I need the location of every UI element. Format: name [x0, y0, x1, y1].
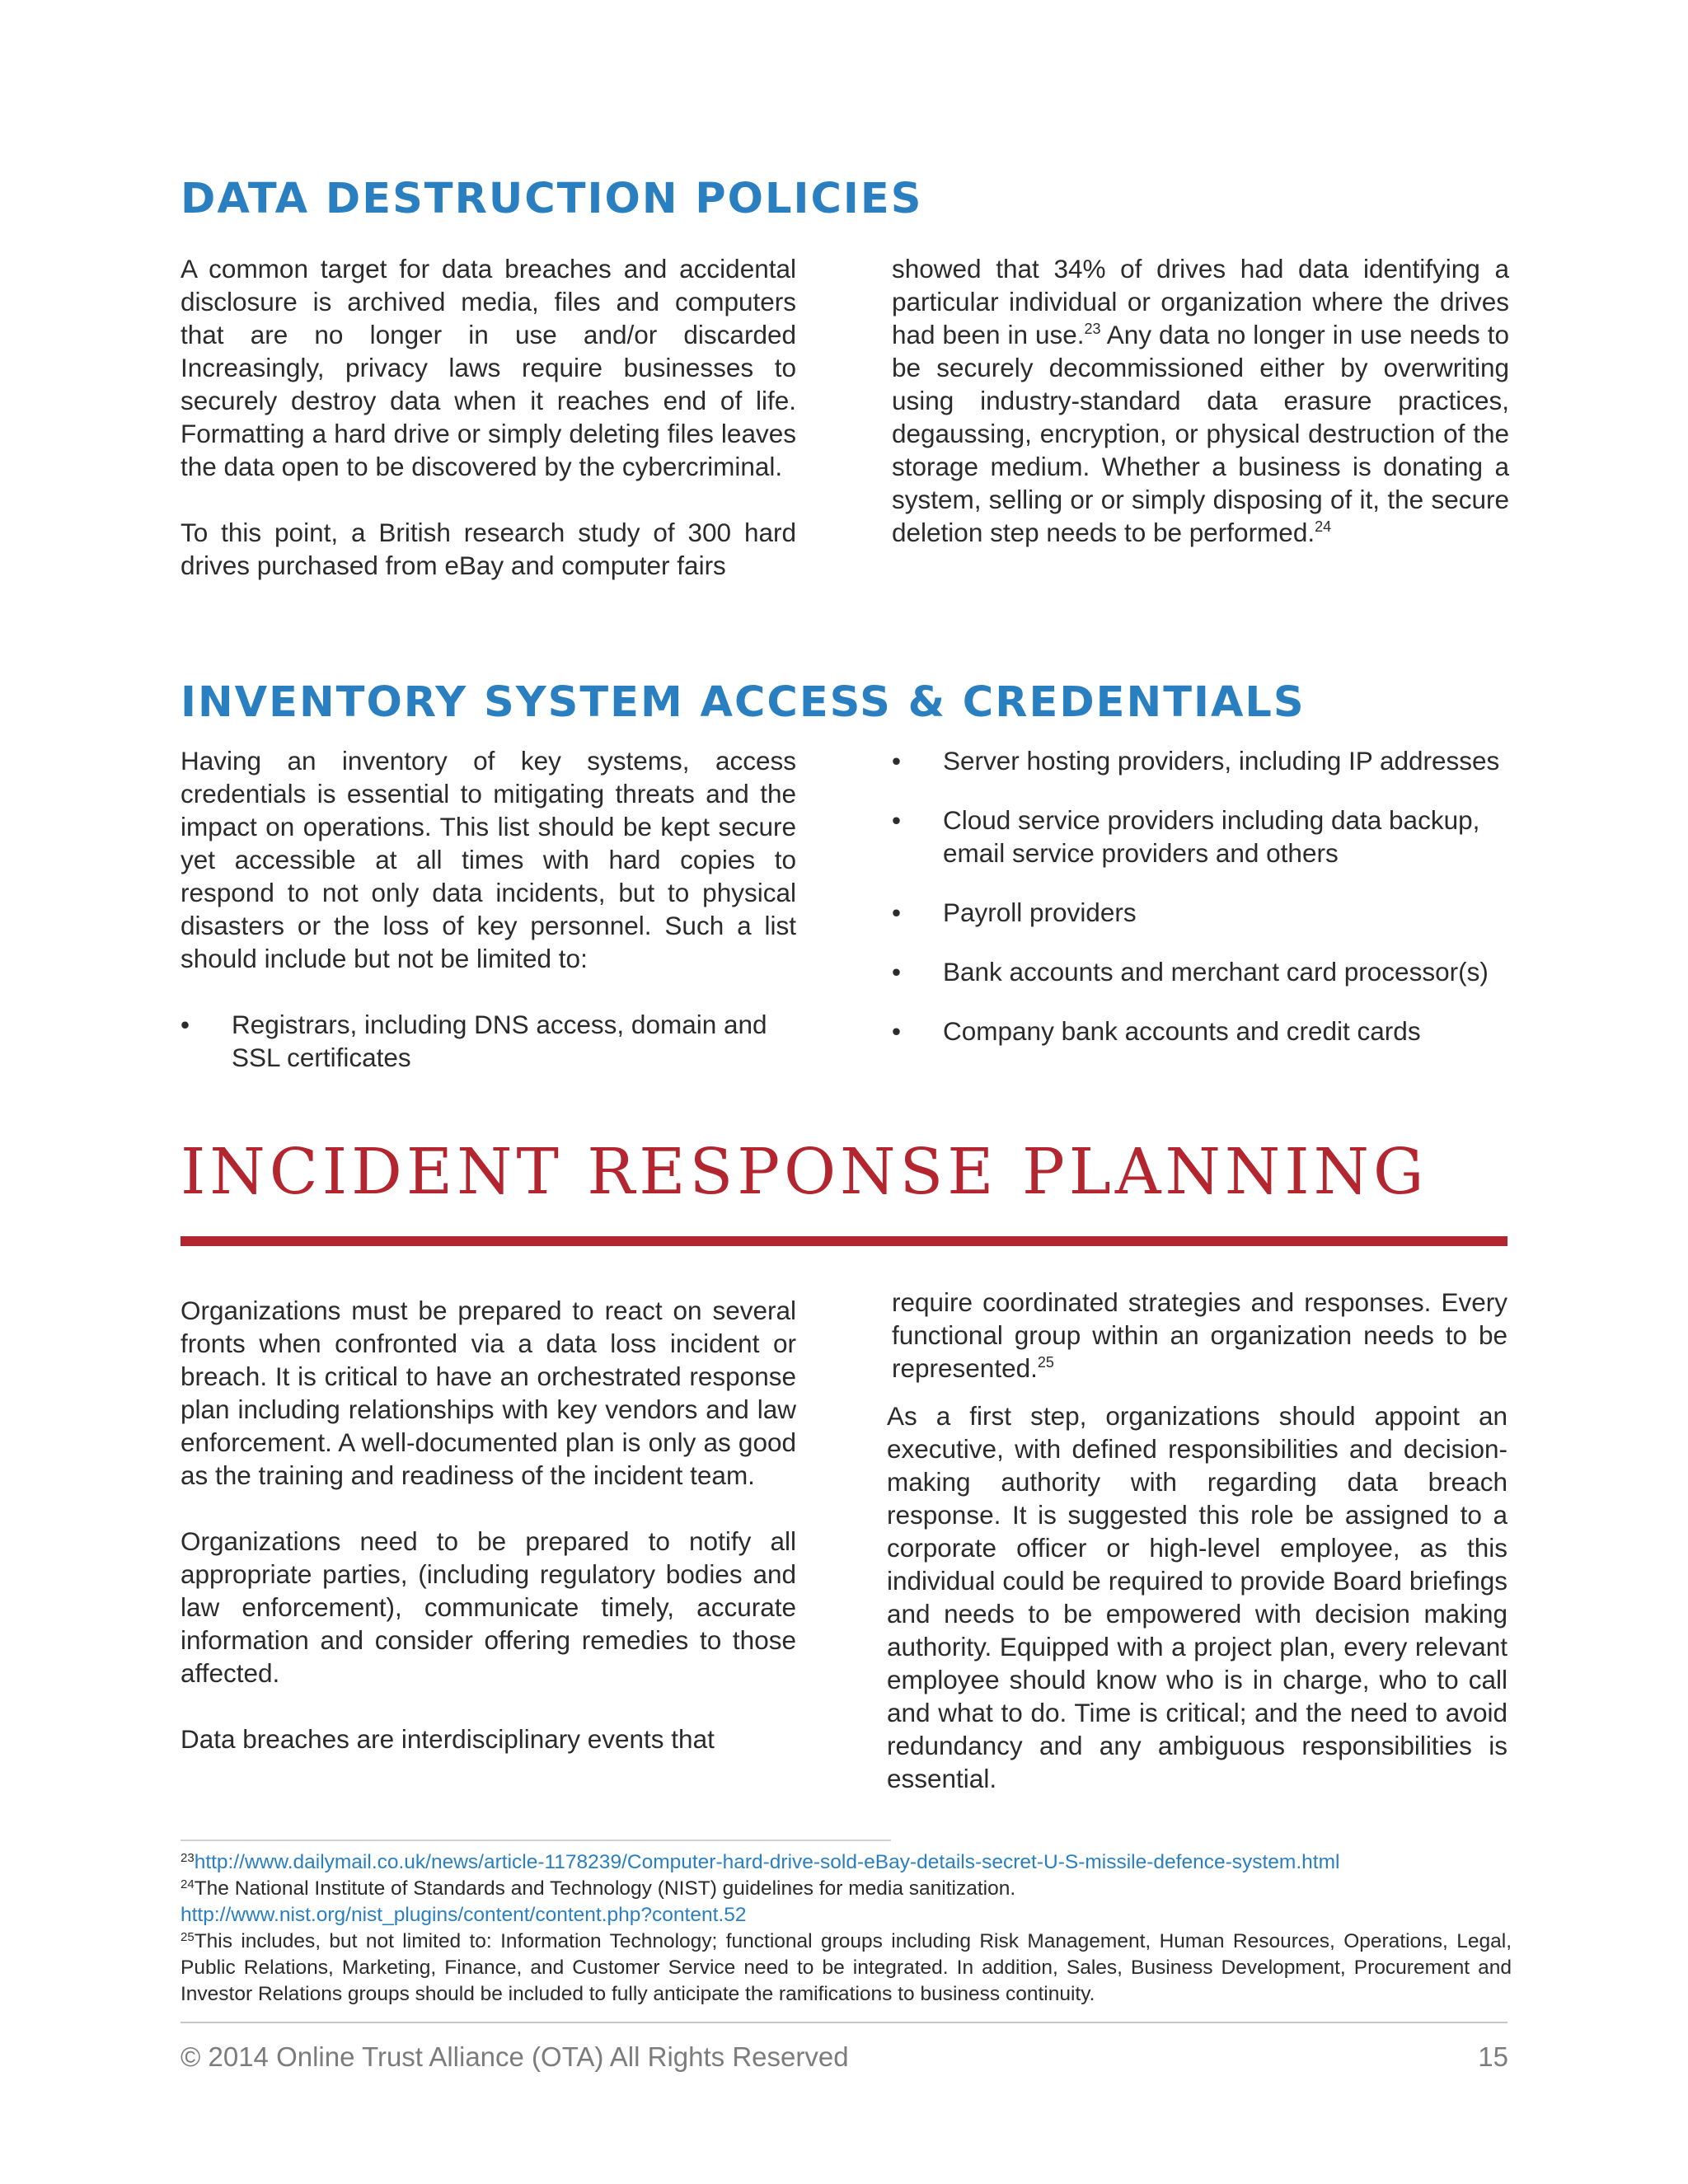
inventory-left-list: [181, 1008, 796, 1074]
inventory-left-column: [181, 744, 796, 1100]
bullet-icon: •: [892, 898, 902, 927]
list-item: • Server hosting providers, including IP addresses: [892, 746, 1500, 776]
footer-divider: [181, 2022, 1507, 2023]
footnote-25: $^{25}$This includes, but not limited to: Information Technology; functional groups including Risk Management, Human Resources, Operations, Legal, Public Relations, Marketing, Finance, and Customer Service need to be integrated. In addition, Sales, Business Development, Procurement and Investor Relations groups should be included to fully anticipate the ramifications to business continuity.: [181, 1930, 1512, 2005]
paragraph: Having an inventory of key systems, access credentials is essential to mitigating threats and the impact on operations. This list should be kept secure yet accessible at all times with hard copies to respond to not only data incidents, but to physical disasters or the loss of key personnel. Such a list should include but not be limited to:: [181, 746, 796, 973]
bullet-icon: •: [892, 1016, 902, 1046]
data-destruction-right-column: [892, 252, 1509, 549]
inventory-right-list: [892, 744, 1526, 1047]
footnote-24-link[interactable]: http://www.nist.org/nist_plugins/content/content.php?content.52: [181, 1904, 747, 1926]
heading-divider: [181, 1236, 1507, 1246]
footnote-ref-25[interactable]: 25: [1037, 1354, 1054, 1371]
section-heading-data-destruction: DATA DESTRUCTION POLICIES: [181, 175, 923, 223]
paragraph: Data breaches are interdisciplinary events that: [181, 1724, 715, 1754]
inventory-right-column: [892, 744, 1526, 1074]
bullet-icon: •: [181, 1010, 190, 1039]
list-item: • Registrars, including DNS access, domain and SSL certificates: [181, 1010, 767, 1072]
paragraph: A common target for data breaches and accidental disclosure is archived media, files and computers that are no longer in use and/or discarded Increasingly, privacy laws require businesses to securely destroy data when it reaches end of life. Formatting a hard drive or simply deleting files leaves the data open to be discovered by the cybercriminal.: [181, 254, 796, 481]
list-item: • Cloud service providers including data backup, email service providers and others: [892, 805, 1480, 868]
incident-right-column: [887, 1286, 1507, 1795]
list-item: • Payroll providers: [892, 898, 1137, 927]
footnote-separator: [181, 1840, 891, 1841]
footnote-ref-24[interactable]: 24: [1315, 518, 1332, 535]
section-heading-inventory: INVENTORY SYSTEM ACCESS & CREDENTIALS: [181, 678, 1306, 727]
footnotes: [181, 1849, 1512, 2008]
data-destruction-left-column: [181, 252, 796, 582]
paragraph: Organizations need to be prepared to notify all appropriate parties, (including regulatory bodies and law enforcement), communicate timely, accurate information and consider offering remedies to those affected.: [181, 1526, 796, 1688]
footer-copyright: © 2014 Online Trust Alliance (OTA) All Rights Reserved: [181, 2041, 849, 2072]
footnote-23-link[interactable]: http://www.dailymail.co.uk/news/article-1178239/Computer-hard-drive-sold-eBay-details-secret-U-S-missile-defence-system.html: [194, 1851, 1340, 1873]
paragraph: require coordinated strategies and responses. Every functional group within an organization needs to be represented.$^{25}$: [892, 1287, 1507, 1383]
list-item: • Bank accounts and merchant card processor(s): [892, 957, 1489, 987]
incident-left-column: [181, 1294, 796, 1755]
bullet-icon: •: [892, 746, 902, 776]
footnote-24: $^{24}$The National Institute of Standards and Technology (NIST) guidelines for media sanitization.: [181, 1877, 1016, 1900]
footnote-23: $^{23}$http://www.dailymail.co.uk/news/article-1178239/Computer-hard-drive-sold-eBay-details-secret-U-S-missile-defence-system.html: [181, 1851, 1340, 1873]
footnote-ref-23[interactable]: 23: [1084, 321, 1101, 337]
list-item: • Company bank accounts and credit cards: [892, 1016, 1421, 1046]
paragraph: Organizations must be prepared to react on several fronts when confronted via a data loss incident or breach. It is critical to have an orchestrated response plan including relationships with key vendors and law enforcement. A well-documented plan is only as good as the training and readiness of the incident team.: [181, 1296, 796, 1490]
footnote-24-url: [181, 1902, 1512, 1929]
bullet-icon: •: [892, 805, 902, 835]
paragraph: As a first step, organizations should appoint an executive, with defined responsibilities and decision-making authority with regarding data breach response. It is suggested this role be assigned to a corporate officer or high-level employee, as this individual could be required to provide Board briefings and needs to be empowered with decision making authority. Equipped with a project plan, every relevant employee should know who is in charge, who to call and what to do. Time is critical; and the need to avoid redundancy and any ambiguous responsibilities is essential.: [887, 1401, 1507, 1793]
page-number: 15: [1478, 2041, 1508, 2072]
section-heading-incident-response: INCIDENT RESPONSE PLANNING: [181, 1136, 1428, 1209]
paragraph: To this point, a British research study of 300 hard drives purchased from eBay and computer fairs: [181, 518, 796, 580]
bullet-icon: •: [892, 957, 902, 987]
paragraph: showed that 34% of drives had data identifying a particular individual or organization where the drives had been in use.$^{23}$ Any data no longer in use needs to be securely decommissioned either by overwriting using industry-standard data erasure practices, degaussing, encryption, or physical destruction of the storage medium. Whether a business is donating a system, selling or or simply disposing of it, the secure deletion step needs to be performed.$^{24}$: [892, 254, 1509, 547]
